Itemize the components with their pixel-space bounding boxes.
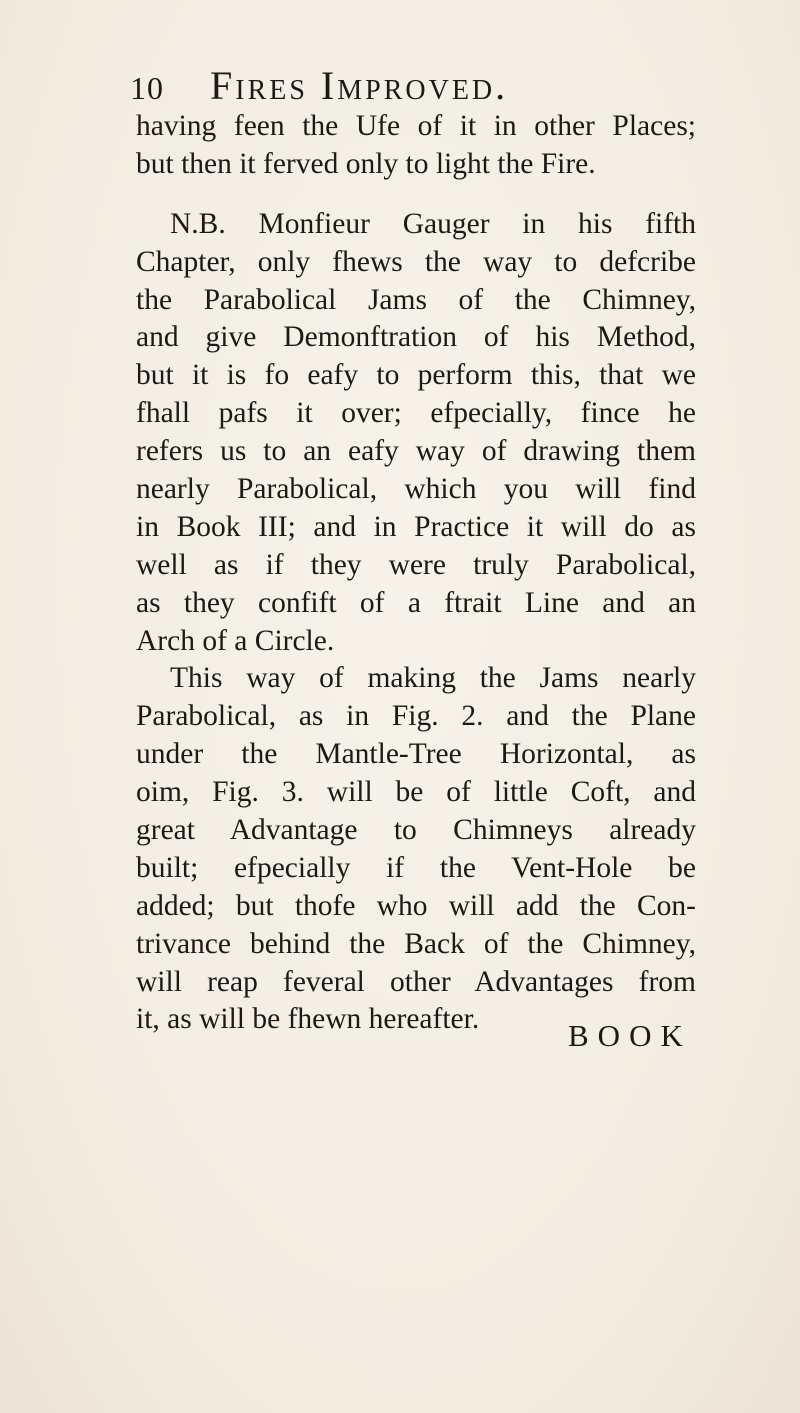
text-line: Arch of a Circle.: [136, 624, 335, 657]
text-line: will reap feveral other Advantages from: [136, 965, 696, 998]
text-line: well as if they were truly Parabolical,: [136, 548, 696, 581]
page-header-title: Fires Improved.: [210, 63, 509, 108]
text-line-nb: N.B. Monfieur Gauger in his fifth: [170, 207, 696, 240]
text-line: oim, Fig. 3. will be of little Coft, and: [136, 776, 696, 809]
text-line: Chapter, only fhews the way to defcribe: [136, 245, 696, 278]
text-line: Parabolical, as in Fig. 2. and the Plane: [136, 700, 696, 733]
text-line: but then it ferved only to light the Fire.: [136, 147, 596, 180]
page-number: 10: [130, 70, 164, 106]
text-line: added; but thofe who will add the Con-: [136, 889, 696, 922]
catchword: BOOK: [568, 1018, 692, 1053]
text-line: nearly Parabolical, which you will find: [136, 473, 696, 506]
text-line: as they confift of a ftrait Line and an: [136, 586, 696, 619]
text-line: and give Demonftration of his Method,: [136, 321, 696, 354]
text-line: but it is fo eafy to perform this, that we: [136, 359, 696, 392]
text-line: great Advantage to Chimneys already: [136, 814, 696, 847]
running-head: [130, 62, 690, 112]
text-line: having feen the Ufe of it in other Places;: [136, 110, 696, 142]
text-line: it, as will be fhewn hereafter.: [136, 1003, 480, 1036]
text-line: refers us to an eafy way of drawing them: [136, 435, 696, 468]
text-line: the Parabolical Jams of the Chimney,: [136, 283, 696, 316]
text-line: This way of making the Jams nearly: [170, 662, 696, 695]
text-line: in Book III; and in Practice it will do as: [136, 510, 696, 543]
text-line: built; efpecially if the Vent-Hole be: [136, 851, 696, 884]
body-text: [136, 108, 696, 1039]
text-line: under the Mantle-Tree Horizontal, as: [136, 738, 696, 771]
text-line: fhall pafs it over; efpecially, fince he: [136, 397, 696, 430]
text-line: trivance behind the Back of the Chimney,: [136, 927, 696, 960]
